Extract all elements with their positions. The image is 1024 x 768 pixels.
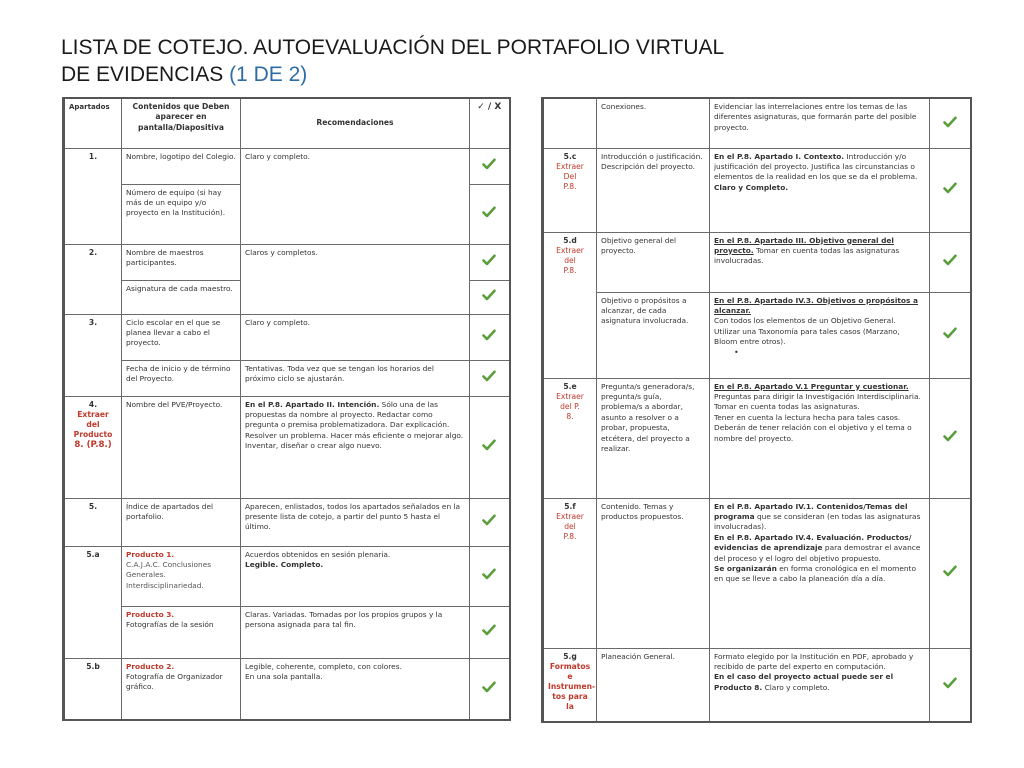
check-icon [482,259,496,268]
check-icon [482,629,496,638]
extract-label: Formatos [549,661,591,671]
check-icon [482,294,496,303]
check-icon [482,375,496,384]
check-cell[interactable] [470,314,510,360]
row-recommendation [710,292,930,378]
row-number-label: 4. [88,399,98,409]
rec-bold: Se organizarán [714,563,777,573]
rec-bold: En el P.8. Apartado V.1 Preguntar y cuestionar. [714,381,909,391]
table-row [64,244,510,280]
rec-text: Formato elegido por la Institución en PDF, aprobado y recibido de parte del experto en computación. [714,651,914,671]
extract-label: Del [563,171,577,181]
row-recommendation [710,498,930,648]
rec-text: Sólo una de las propuestas da nombre al proyecto. Redactar como pregunta o premisa problematizadora. Dar explicación. Resolver un problema. Hacer más eficiente o mejorar algo. Inventar, diseñar o crear algo nuevo. [245,399,464,451]
row-content: Objetivo o propósitos a alcanzar, de cada asignatura involucrada. [597,292,710,378]
header-recomendaciones: Recomendaciones [241,98,470,148]
row-number [543,232,597,378]
check-cell[interactable] [470,184,510,244]
row-content [122,546,241,606]
row-number [64,396,122,498]
rec-bold: En el P.8. Apartado III. Objetivo general del proyecto. [714,235,894,255]
rec-text: Preguntas para dirigir la Investigación Interdisciplinaria. Tomar en cuenta todas las asignaturas. [714,391,921,412]
row-recommendation [710,232,930,292]
row-recommendation [241,546,470,606]
table-row [64,360,510,396]
row-content: Pregunta/s generadora/s, pregunta/s guía, problema/s a abordar, asunto a resolver o a probar, propuesta, etcétera, del proyecto a realizar. [597,378,710,498]
rec-text: Legible. Completo. [245,559,324,569]
rec-bold: En el P.8. Apartado II. Intención. [245,399,380,409]
row-recommendation [710,648,930,722]
row-number [543,148,597,232]
check-icon [943,187,957,196]
row-content: Nombre de maestros participantes. [122,244,241,280]
rec-text: Utilizar una Taxonomía para tales casos (Marzano, Bloom entre otros). [714,326,900,347]
rec-text: Tener en cuenta la lectura hecha para tales casos. [714,412,901,422]
check-icon [943,332,957,341]
row-recommendation: Claros y completos. [241,244,470,314]
rec-bold: En el P.8. Apartado IV.4. Evaluación. Productos/ evidencias de aprendizaje [714,532,912,553]
check-icon [482,211,496,220]
extract-label: del [564,255,576,265]
rec-bold: En el P.8. Apartado IV.3. Objetivos o propósitos a alcanzar. [714,295,918,315]
check-icon [482,519,496,528]
row-content: Introducción o justificación. Descripción del proyecto. [597,148,710,232]
check-icon [482,573,496,582]
product-text: Fotografías de la sesión [126,619,214,629]
extract-label: tos para la [552,691,588,711]
check-icon [482,163,496,172]
row-content: Objetivo general del proyecto. [597,232,710,292]
rec-text: para demostrar el avance del proceso y el logro del objetivo propuesto. [714,543,921,563]
rec-text: Claro y completo. [764,682,830,692]
extract-label: Extraer [556,511,584,521]
row-content: Ciclo escolar en el que se planea llevar a cabo el proyecto. [122,314,241,360]
extract-label: Extraer [77,409,109,419]
table-row [543,292,971,378]
check-cell[interactable] [470,396,510,498]
product-title: Producto 2. [126,661,175,671]
rec-text: que se consideran (en todas las asignaturas involucradas). [714,511,921,532]
check-cell[interactable] [930,232,971,292]
extract-label: del P. [560,401,580,411]
product-title: Producto 3. [126,609,175,619]
row-number-label: 5.d [563,235,577,245]
check-cell[interactable] [930,292,971,378]
row-content: Planeación General. [597,648,710,722]
row-recommendation: Claro y completo. [241,314,470,360]
rec-text: Deberán de tener relación con el objetivo y el tema o nombre del proyecto. [714,423,912,443]
check-icon [943,570,957,579]
extract-label: Instrumen- [548,681,596,691]
row-recommendation: Evidenciar las interrelaciones entre los temas de las diferentes asignaturas, que formarán parte del posible proyecto. [710,98,930,148]
row-content: Contenido. Temas y productos propuestos. [597,498,710,648]
row-number [543,498,597,648]
rec-bold: Claro y Completo. [714,182,789,192]
check-cell[interactable] [470,244,510,280]
row-number [543,378,597,498]
row-recommendation [710,378,930,498]
row-recommendation [241,658,470,720]
table-header-row [64,98,510,148]
checklist-table-right [541,97,972,723]
row-recommendation [241,396,470,498]
table-row [64,546,510,606]
extract-label: del [86,419,100,429]
check-icon [482,334,496,343]
rec-text: En una sola pantalla. [245,671,323,681]
check-cell[interactable] [470,280,510,314]
table-row [64,314,510,360]
row-content: Índice de apartados del portafolio. [122,498,241,546]
rec-text: Con todos los elementos de un Objetivo General. [714,316,896,326]
row-content: Conexiones. [597,98,710,148]
extract-label: Extraer [556,245,584,255]
rec-text: Tomar en cuenta todas las asignaturas involucradas. [714,245,900,266]
check-cell[interactable] [470,498,510,546]
row-content: Nombre del PVE/Proyecto. [122,396,241,498]
table-row [543,648,971,722]
row-content [122,606,241,658]
check-icon [943,259,957,268]
row-recommendation: Claro y completo. [241,148,470,244]
row-recommendation [710,148,930,232]
checklist-table-left [62,97,511,721]
title-line-2-main: DE EVIDENCIAS [61,63,224,86]
title-line-2 [61,61,961,88]
row-number: 5. [64,498,122,546]
table-row [543,98,971,148]
rec-text: Legible, coherente, completo, con colores. [245,661,402,671]
row-number [543,98,597,148]
extract-label: 8. (P.8.) [74,439,112,450]
check-icon [943,682,957,691]
check-cell[interactable] [470,546,510,606]
rec-text: en forma cronológica en el momento en que se lleve a cabo la planeación día a día. [714,563,916,584]
extract-label: 8. [566,411,574,421]
row-number-label: 5.f [564,501,576,511]
row-number [543,648,597,722]
check-icon [943,121,957,130]
row-number: 5.b [64,658,122,720]
header-contenidos: Contenidos que Deben aparecer en pantalla/Diapositiva [122,98,241,148]
table-row [64,606,510,658]
row-content [122,658,241,720]
row-number-label: 5.e [563,381,577,391]
row-number: 2. [64,244,122,314]
header-apartados: Apartados [64,98,122,148]
row-recommendation: Claras. Variadas. Tomadas por los propios grupos y la persona asignada para tal fin. [241,606,470,658]
header-check: ✓ / X [470,98,510,148]
check-cell[interactable] [470,360,510,396]
table-row [64,498,510,546]
table-row [64,658,510,720]
title-line-1: LISTA DE COTEJO. AUTOEVALUACIÓN DEL PORTAFOLIO VIRTUAL [61,36,725,59]
table-row [543,498,971,648]
table-row [543,232,971,292]
row-number: 1. [64,148,122,244]
extract-label: del [564,521,576,531]
extract-label: P.8. [563,531,577,541]
row-number-label: 5.g [563,651,577,661]
bullet: • [734,347,739,357]
row-content: Fecha de inicio y de término del Proyecto. [122,360,241,396]
table-row [543,148,971,232]
product-text: C.A.J.A.C. Conclusiones Generales. Interdisciplinariedad. [126,559,212,590]
check-cell[interactable] [930,148,971,232]
check-icon [482,686,496,695]
check-cell[interactable] [930,98,971,148]
row-recommendation: Aparecen, enlistados, todos los apartados señalados en la presente lista de cotejo, a partir del punto 5 hasta el último. [241,498,470,546]
row-number: 5.a [64,546,122,658]
row-content: Nombre, logotipo del Colegio. [122,148,241,184]
row-number-label: 5.c [563,151,577,161]
table-row [64,396,510,498]
slide-title [61,34,961,88]
extract-label: Producto [73,429,113,439]
row-content: Asignatura de cada maestro. [122,280,241,314]
check-cell[interactable] [930,378,971,498]
rec-text: Introducción y/o justificación del proyecto. Justifica las circunstancias o elementos de la realidad en los que se da el problema. [714,151,918,182]
product-text: Fotografía de Organizador gráfico. [126,671,223,692]
check-icon [943,435,957,444]
product-title: Producto 1. [126,549,175,559]
row-recommendation: Tentativas. Toda vez que se tengan los horarios del próximo ciclo se ajustarán. [241,360,470,396]
extract-label: Extraer [556,161,584,171]
extract-label: e [567,671,573,681]
check-icon [482,444,496,453]
table-row [64,148,510,184]
table-row [543,378,971,498]
check-cell[interactable] [470,658,510,720]
row-number: 3. [64,314,122,396]
check-cell[interactable] [930,498,971,648]
rec-bold: En el P.8. Apartado I. Contexto. [714,151,845,161]
title-subtitle: (1 DE 2) [229,63,308,86]
check-cell[interactable] [930,648,971,722]
rec-text: Acuerdos obtenidos en sesión plenaria. [245,549,391,559]
extract-label: Extraer [556,391,584,401]
rec-bold: En el P.8. Apartado IV.1. Contenidos/Temas del programa [714,501,908,521]
extract-label: P.8. [563,181,577,191]
rec-bold: En el caso del proyecto actual puede ser el Producto 8. [714,672,894,692]
row-content: Número de equipo (si hay más de un equipo y/o proyecto en la Institución). [122,184,241,244]
check-cell[interactable] [470,606,510,658]
check-cell[interactable] [470,148,510,184]
extract-label: P.8. [563,265,577,275]
